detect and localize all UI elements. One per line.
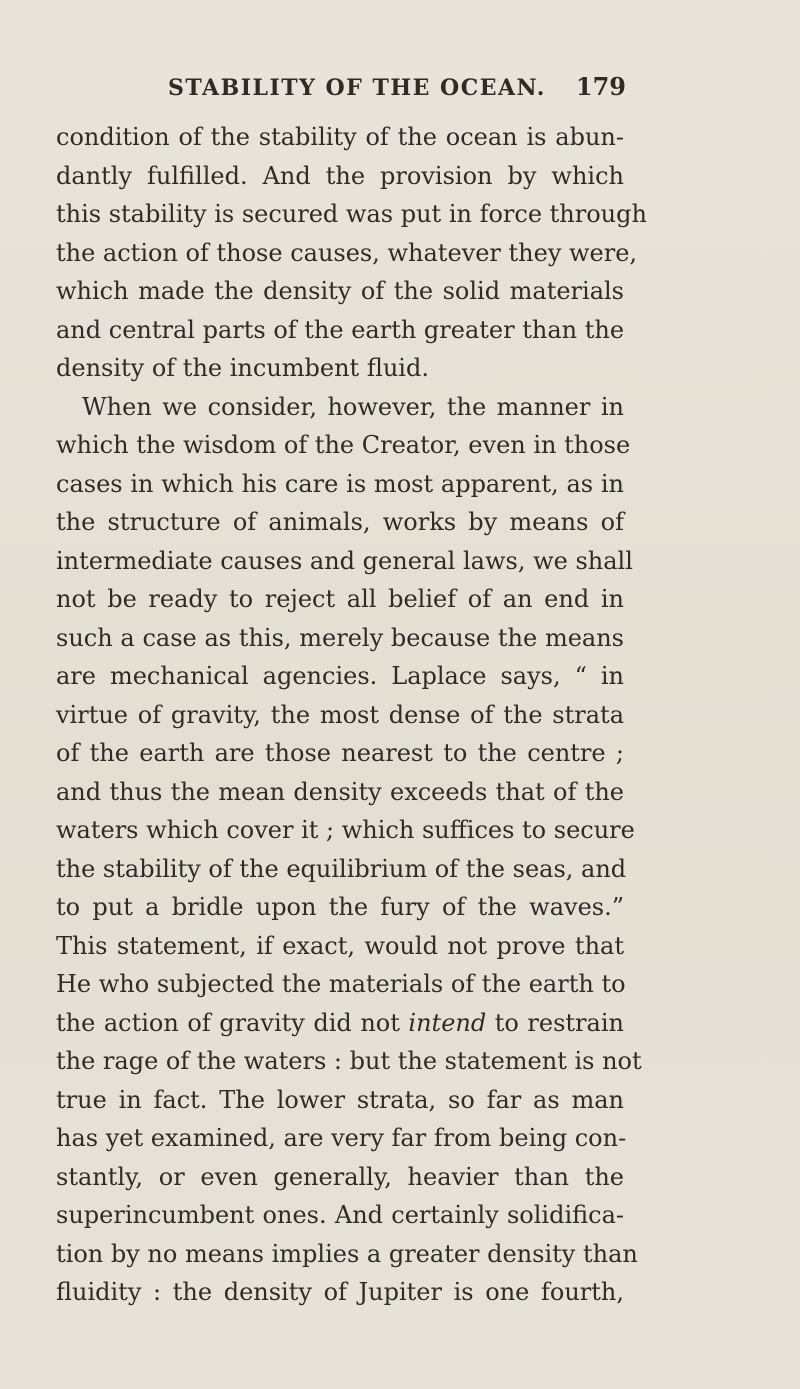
text-line-with-emphasis [56,1004,624,1043]
text-line: true in fact. The lower strata, so far as man [56,1085,624,1114]
text-line: not be ready to reject all belief of an end in [56,585,624,613]
text-line: which made the density of the solid materials [56,277,624,305]
text-line: waters which cover it ; which suffices to secure [56,816,635,844]
text-fragment: to restrain [494,1008,624,1037]
text-line: tion by no means implies a greater density than [56,1239,638,1268]
text-line: has yet examined, are very far from being con- [56,1124,627,1152]
text-line: stantly, or even generally, heavier than the [56,1162,624,1191]
text-line: fluidity : the density of Jupiter is one fourth, [56,1278,624,1306]
page-number: 179 [575,72,626,101]
text-line: superincumbent ones. And certainly solidifica- [56,1201,624,1229]
body-text [56,118,647,1312]
text-line: the rage of the waters : but the statement is not [56,1047,642,1075]
text-line: this stability is secured was put in force through [56,200,647,228]
text-line: such a case as this, merely because the means [56,623,624,652]
running-head [168,72,626,101]
text-line: the stability of the equilibrium of the seas, and [56,854,627,883]
text-line: virtue of gravity, the most dense of the strata [56,700,624,729]
text-line: cases in which his care is most apparent, as in [56,469,624,498]
text-line: and central parts of the earth greater than the [56,315,625,344]
text-line: dantly fulfilled. And the provision by which [56,161,624,190]
text-line: are mechanical agencies. Laplace says, “ in [56,662,624,690]
text-line: condition of the stability of the ocean is abun- [56,123,624,151]
text-line: When we consider, however, the manner in [82,392,624,421]
text-line: intermediate causes and general laws, we shall [56,546,633,575]
text-line: This statement, if exact, would not prove that [56,931,624,960]
text-line: which the wisdom of the Creator, even in those [56,431,631,459]
running-title: STABILITY OF THE OCEAN. [168,75,546,101]
text-line: He who subjected the materials of the earth to [56,970,626,998]
text-line: of the earth are those nearest to the centre ; [56,739,624,767]
text-fragment: the action of gravity did not [56,1008,400,1037]
text-line: to put a bridle upon the fury of the waves.” [56,893,624,921]
text-line: density of the incumbent fluid. [56,354,429,382]
text-line: and thus the mean density exceeds that of the [56,777,624,806]
text-line: the action of those causes, whatever they were, [56,238,638,267]
text-line: the structure of animals, works by means of [56,508,624,536]
emphasis-word: intend [408,1008,487,1037]
